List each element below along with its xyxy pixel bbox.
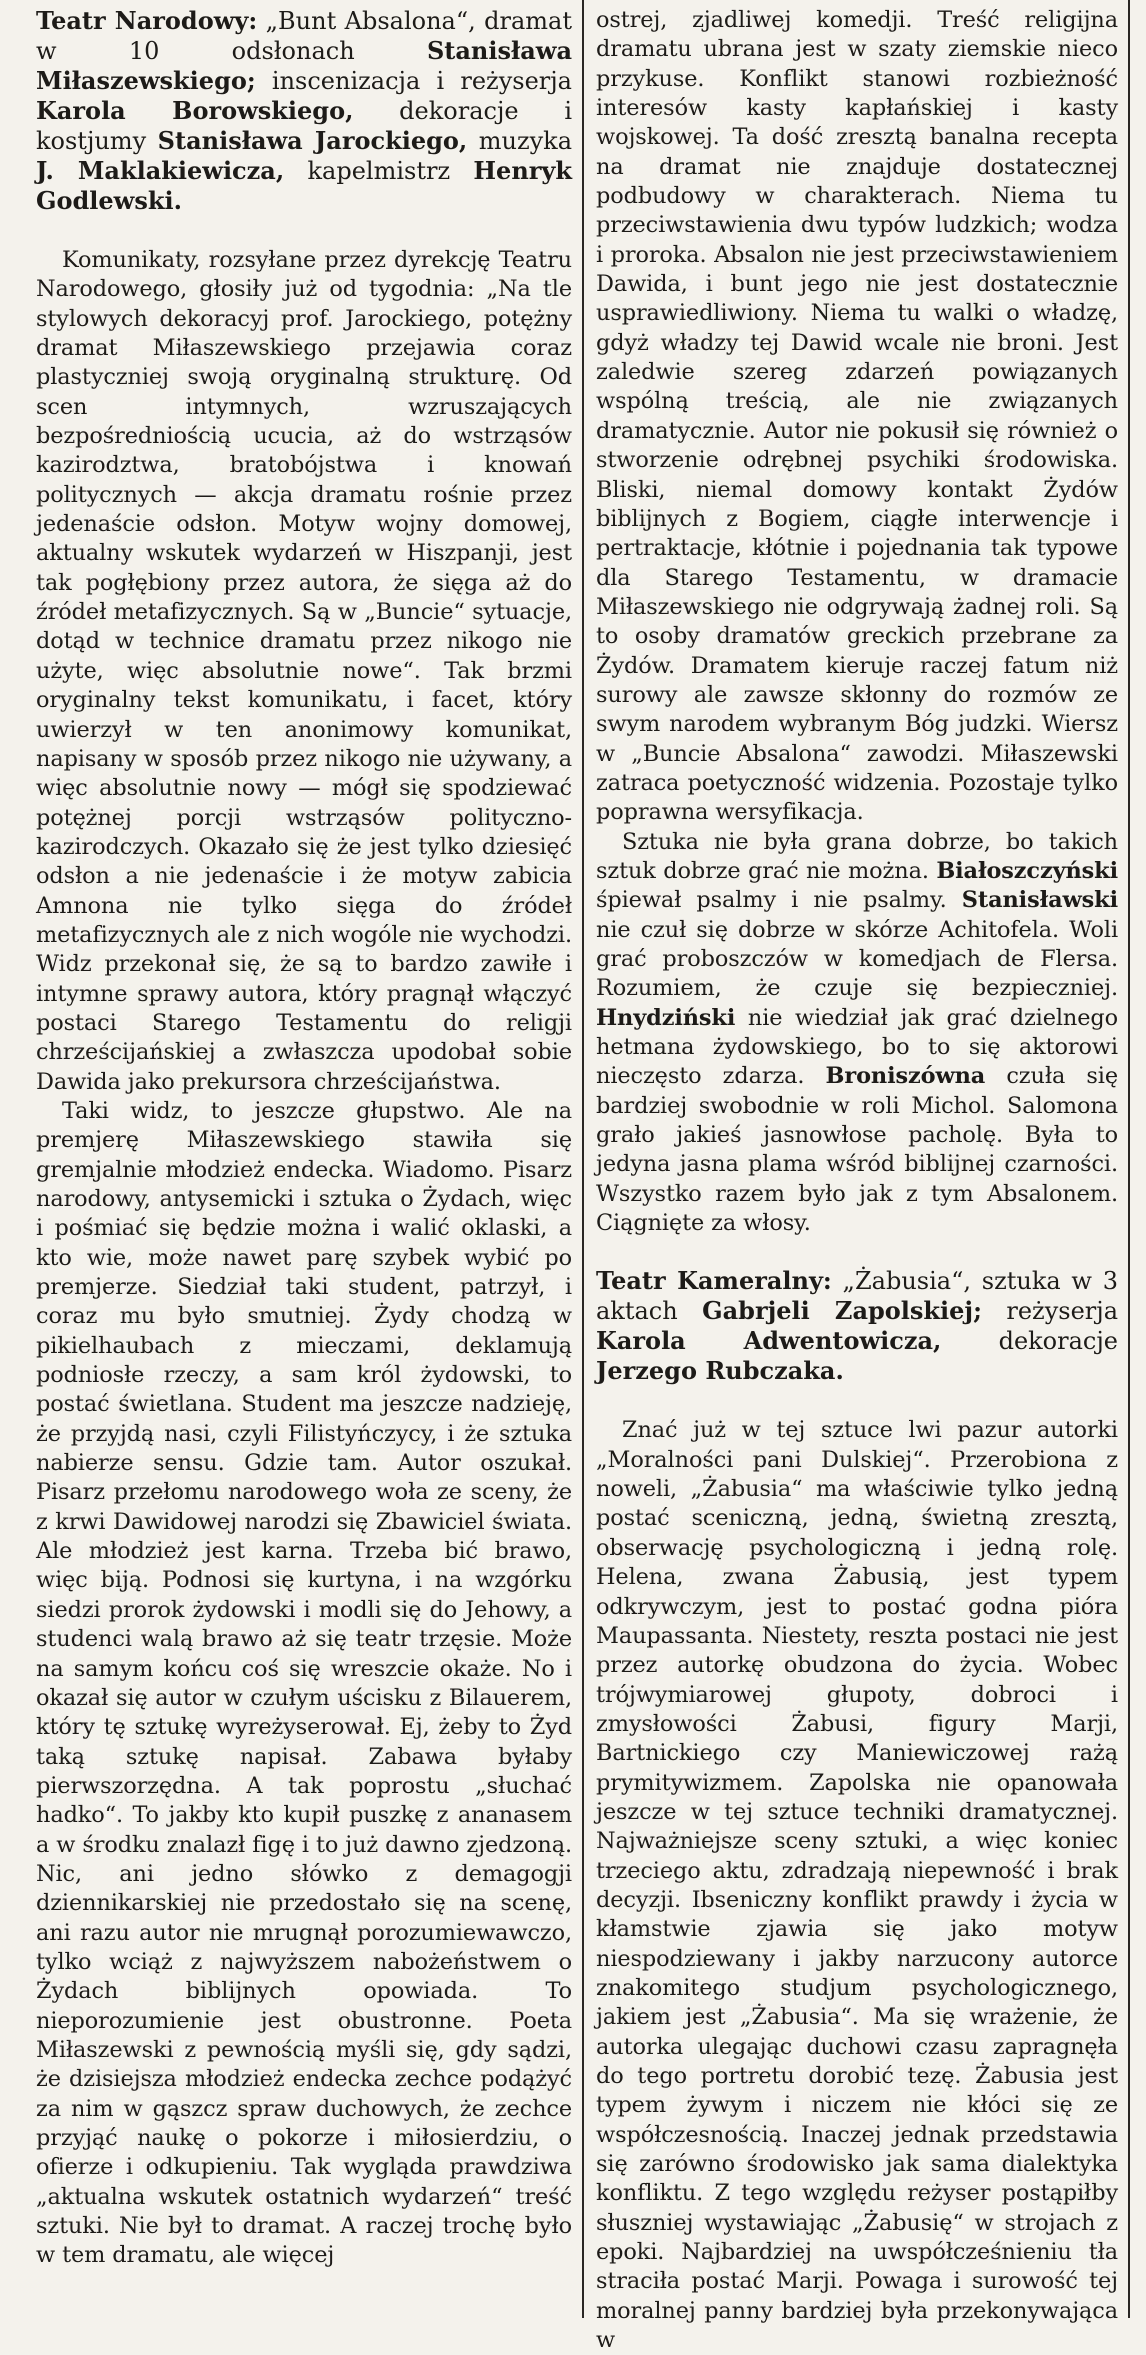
theatre-name: Teatr Narodowy: (36, 6, 258, 35)
review-body-zabusia (596, 1416, 1118, 2355)
text-run: nie wiedział jak grać dzielnego hetmana żydowskiego, bo to się aktorowi nieczęsto zdarza. (596, 1004, 1118, 1090)
header-text: dekoracje (941, 1327, 1118, 1356)
review-body-continued (596, 6, 1118, 1238)
middle-column (588, 0, 1126, 2355)
text-run: czuła się bardziej swobodnie w roli Michol. Salomona grało jakieś jasnowłose pacholę. Była to jedyna jasna plama wśród biblijnej czarności. Wszystko razem było jak z tym Absalonem. Ciągnięte za włosy. (596, 1063, 1118, 1237)
actor-name: Hnydziński (596, 1004, 736, 1031)
review-header-teatr-kameralny (596, 1266, 1118, 1386)
paragraph: ostrej, zjadliwej komedji. Treść religijna dramatu ubrana jest w szaty ziemskie nieco przykuse. Konflikt stanowi rozbieżność interesów kasty kapłańskiej i kasty wojskowej. Ta dość zresztą banalna recepta na dramat nie znajduje dostatecznej podbudowy w charakterach. Niema tu przeciwstawienia dwu typów ludzkich; wodza i proroka. Absalon nie jest przeciwstawieniem Dawida, i bunt jego nie jest dostatecznie usprawiedliwiony. Niema tu walki o władzę, gdyż władzy tej Dawid wcale nie broni. Jest zaledwie szereg zdarzeń powiązanych wspólną treścią, ale nie związanych dramatycznie. Autor nie pokusił się również o stworzenie odrębnej psychiki środowiska. Bliski, niemal domowy kontakt Żydów biblijnych z Bogiem, ciągłe interwencje i pertraktacje, kłótnie i pojednania tak typowe dla Starego Testamentu, w dramacie Miłaszewskiego nie odgrywają żadnej roli. Są to osoby dramatów greckich przebrane za Żydów. Dramatem kieruje raczej fatum niż surowy ale zawsze skłonny do rozmów ze swym narodem wybranym Bóg judzki. Wiersz w „Buncie Absalona“ zawodzi. Miłaszewski zatraca poetyczność widzenia. Pozostaje tylko poprawna wersyfikacja. (596, 7, 1118, 826)
header-text: kapelmistrz (284, 157, 474, 185)
author-name: Gabrjeli Zapolskiej; (702, 1296, 982, 1326)
review-header-teatr-narodowy (36, 6, 572, 216)
header-text: dekoracje i kostjumy (36, 97, 572, 155)
actor-name: Stanisławski (961, 887, 1118, 914)
actor-name: Białoszczyński (936, 857, 1118, 884)
left-column (14, 0, 580, 2271)
header-text: reżyserja (981, 1297, 1118, 1326)
header-text: „Żabusia“, sztuka w 3 aktach (596, 1267, 1119, 1326)
column-rule (1128, 0, 1130, 2318)
text-run: nie czuł się dobrze w skórze Achitofela. Woli grać proboszczów w komedjach de Flersa. Rozumiem, że czuje się bezpieczniej. (596, 916, 1118, 1002)
paragraph: Znać już w tej sztuce lwi pazur autorki „Moralności pani Dulskiej“. Przerobiona z noweli, „Żabusia“ ma właściwie tylko jedną postać sceniczną, jedną, świetną zresztą, obserwację psychologiczną i jedną rolę. Helena, zwana Żabusią, jest typem odkrywczym, jest to postać godna pióra Maupassanta. Niestety, reszta postaci nie jest przez autorkę obudzona do życia. Wobec trójwymiarowej głupoty, dobroci i zmysłowości Żabusi, figury Marji, Bartnickiego czy Maniewiczowej rażą prymitywizmem. Zapolska nie opanowała jeszcze w tej sztuce techniki dramatycznej. Najważniejsze sceny sztuki, a więc koniec trzeciego aktu, zdradzają niepewność i brak decyzji. Ibseniczny konflikt prawdy i życia w kłamstwie zjawia się jako motyw niespodziewany i jakby narzucony autorce znakomitego studjum psychologicznego, jakiem jest „Żabusia“. Ma się wrażenie, że autorka ulegając duchowi czasu zapragnęła do tego portretu dorobić tezę. Żabusia jest typem żywym i niczem nie kłóci się ze współczesnością. Inaczej jednak przedstawia się zarówno środowisko jak sama dialektyka konfliktu. Z tego względu reżyser postąpiłby słuszniej wystawiając „Żabusię“ w strojach z epoki. Najbardziej na uwspółcześnieniu tła straciła postać Marji. Powaga i surowość tej moralnej panny bardziej była przekonywająca w (596, 1417, 1118, 2354)
header-text: muzyka (467, 127, 573, 155)
review-body-bunt-absalona (36, 246, 572, 2271)
director-name: Karola Borowskiego, (36, 96, 354, 125)
text-run: Sztuka nie była grana dobrze, bo takich sztuk dobrze grać nie można. (596, 828, 1118, 884)
designer-name: Jerzego Rubczaka. (596, 1356, 844, 1386)
header-text: inscenizacja i reżyserja (255, 67, 572, 95)
paragraph-acting (596, 828, 1118, 1239)
actor-name: Broniszówna (825, 1063, 986, 1090)
designer-name: Stanisława Jarockiego, (157, 126, 468, 155)
column-rule (582, 0, 584, 2318)
composer-name: J. Maklakiewicza, (36, 156, 285, 185)
header-text: „Bunt Absalona“, dramat w 10 odsłonach (36, 7, 572, 65)
conductor-name: Henryk Godlewski. (36, 156, 572, 215)
director-name: Karola Adwentowicza, (596, 1326, 942, 1356)
author-name: Stanisława Miłaszewskiego; (36, 36, 572, 95)
text-run: śpiewał psalmy i nie psalmy. (596, 887, 962, 914)
theatre-name: Teatr Kameralny: (596, 1266, 832, 1296)
paragraph: Taki widz, to jeszcze głupstwo. Ale na premjerę Miłaszewskiego stawiła się gremjalnie młodzież endecka. Wiadomo. Pisarz narodowy, antysemicki i sztuka o Żydach, więc i pośmiać się będzie można i walić oklaski, a kto wie, może nawet parę szybek wybić po premjerze. Siedział taki student, patrzył, i coraz mu było smutniej. Żydy chodzą w pikielhaubach z mieczami, deklamują podniosłe rzeczy, a sam król żydowski, to postać świetlana. Student ma jeszcze nadzieję, że przyjdą nasi, czyli Filistyńczycy, i że sztuka nabierze sensu. Gdzie tam. Autor oszukał. Pisarz przełomu narodowego woła ze sceny, że z krwi Dawidowej narodzi się Zbawiciel świata. Ale młodzież jest karna. Trzeba bić brawo, więc biją. Podnosi się kurtyna, i na wzgórku siedzi prorok żydowski i modli się do Jehowy, a studenci walą brawo aż się teatr trzęsie. Może na samym końcu coś się wreszcie okaże. No i okazał się autor w czułym uścisku z Bilauerem, który tę sztukę wyreżyserował. Ej, żeby to Żyd taką sztukę napisał. Zabawa byłaby pierwszorzędna. A tak poprostu „słuchać hadko“. To jakby kto kupił puszkę z ananasem a w środku znalazł figę i to już dawno zjedzoną. Nic, ani jedno słówko z demagogji dziennikarskiej nie przedostało się na scenę, ani razu autor nie mrugnął porozumiewawczo, tylko wciąż z najwyższem nabożeństwem o Żydach biblijnych opowiada. To nieporozumienie jest obustronne. Poeta Miłaszewski z pewnością myśli się, gdy sądzi, że dzisiejsza młodzież endecka zechce podążyć za nim w gąszcz spraw duchowych, że zechce przyjąć naukę o pokorze i miłosierdziu, o ofierze i odkupieniu. Tak wygląda prawdziwa „aktualna wskutek ostatnich wydarzeń“ treść sztuki. Nie był to dramat. A raczej trochę było w tem dramatu, ale więcej (36, 1097, 572, 2269)
paragraph: Komunikaty, rozsyłane przez dyrekcję Teatru Narodowego, głosiły już od tygodnia: „Na tle stylowych dekoracyj prof. Jarockiego, potężny dramat Miłaszewskiego przejawia coraz plastyczniej swoją oryginalną strukturę. Od scen intymnych, wzruszających bezpośredniością ucucia, aż do wstrząsów kazirodztwa, bratobójstwa i knowań politycznych — akcja dramatu rośnie przez jedenaście odsłon. Motyw wojny domowej, aktualny wskutek wydarzeń w Hiszpanji, jest tak pogłębiony przez autora, że sięga aż do źródeł metafizycznych. Są w „Buncie“ sytuacje, dotąd w technice dramatu przez nikogo nie użyte, więc absolutnie nowe“. Tak brzmi oryginalny tekst komunikatu, i facet, który uwierzył w ten anonimowy komunikat, napisany w sposób przez nikogo nie używany, a więc absolutnie nowy — mógł się spodziewać potężnej porcji wstrząsów polityczno-kazirodczych. Okazało się że jest tylko dziesięć odsłon a nie jedenaście i że motyw zabicia Amnona nie tylko sięga do źródeł metafizycznych ale z nich wogóle nie wychodzi. Widz przekonał się, że są to bardzo zawiłe i intymne sprawy autora, który pragnął włączyć postaci Starego Testamentu do religji chrześcijańskiej a zwłaszcza upodobał sobie Dawida jako prekursora chrześcijaństwa. (36, 247, 572, 1095)
